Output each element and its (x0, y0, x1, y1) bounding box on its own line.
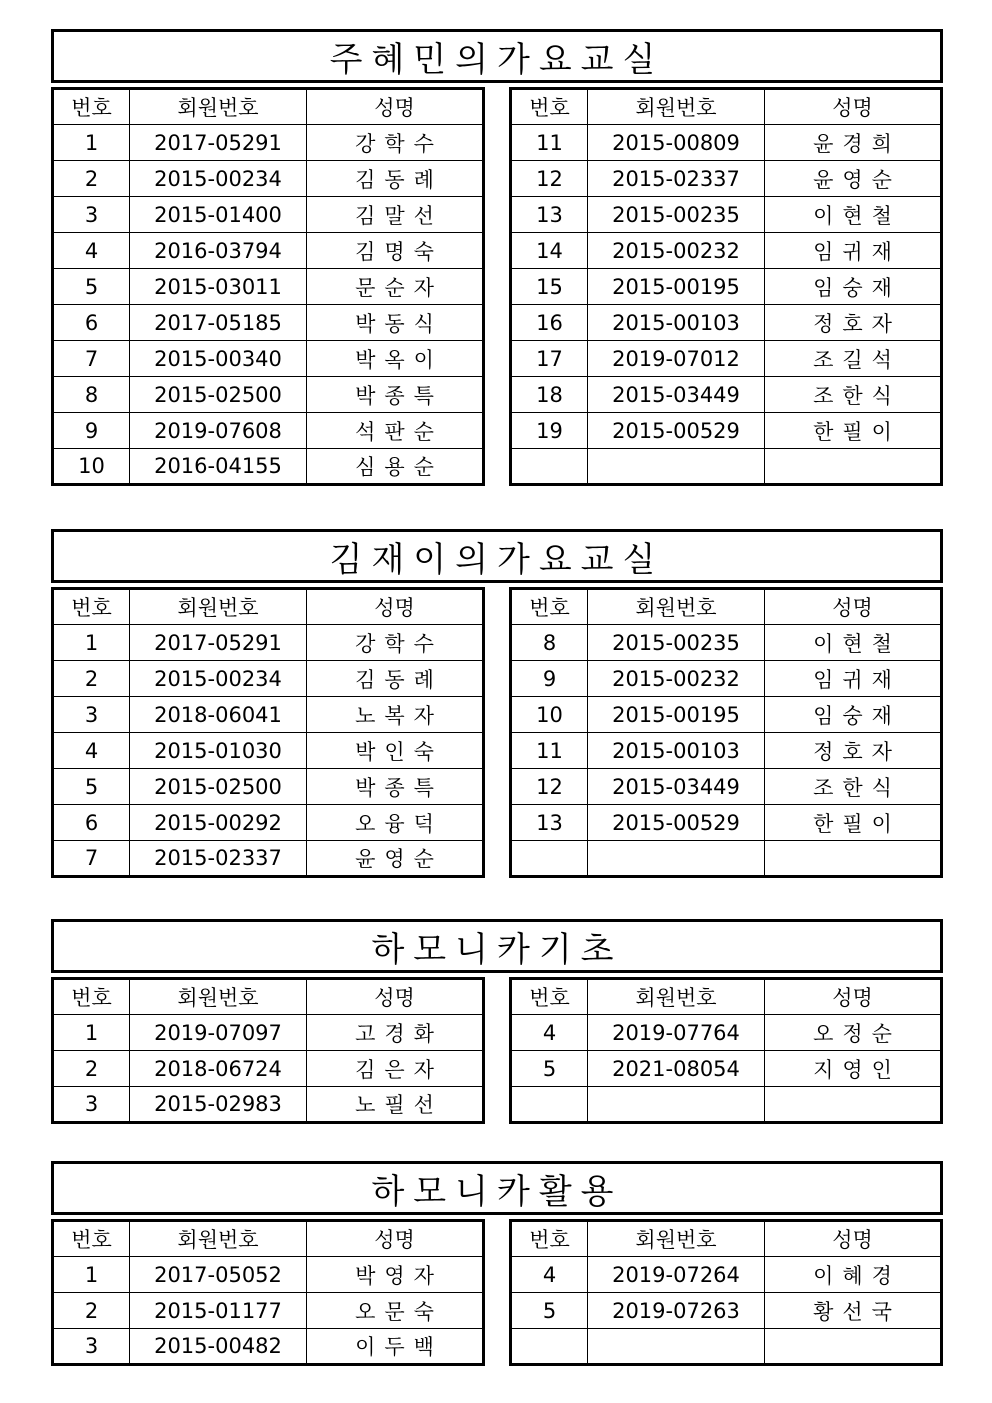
cell-no: 3 (53, 1087, 130, 1123)
cell-no: 13 (511, 197, 588, 233)
cell-no: 11 (511, 733, 588, 769)
cell-no: 8 (511, 625, 588, 661)
cell-member-id: 2015-03011 (130, 269, 307, 305)
cell-no: 3 (53, 1329, 130, 1365)
cell-member-id: 2019-07012 (588, 341, 765, 377)
cell-member-id: 2017-05052 (130, 1257, 307, 1293)
cell-member-id: 2015-02500 (130, 377, 307, 413)
header-name: 성명 (765, 589, 942, 625)
header-no: 번호 (53, 89, 130, 125)
header-row (511, 589, 942, 625)
cell-name: 한필이 (765, 805, 942, 841)
header-name: 성명 (765, 89, 942, 125)
table-row (53, 341, 484, 377)
table-row (511, 769, 942, 805)
roster-table-right (509, 587, 943, 878)
table-row (53, 125, 484, 161)
cell-name: 박영자 (307, 1257, 484, 1293)
header-row (53, 89, 484, 125)
table-row (53, 1293, 484, 1329)
header-member-id: 회원번호 (130, 89, 307, 125)
table-row (511, 697, 942, 733)
header-row (53, 979, 484, 1015)
cell-member-id: 2021-08054 (588, 1051, 765, 1087)
header-name: 성명 (307, 89, 484, 125)
table-row (53, 197, 484, 233)
header-member-id: 회원번호 (130, 979, 307, 1015)
cell-no: 2 (53, 661, 130, 697)
cell-no: 12 (511, 769, 588, 805)
cell-name: 오융덕 (307, 805, 484, 841)
cell-name: 지영인 (765, 1051, 942, 1087)
cell-member-id: 2015-00234 (130, 161, 307, 197)
cell-name: 윤영순 (307, 841, 484, 877)
cell-no (511, 1329, 588, 1365)
table-row (511, 341, 942, 377)
cell-no: 15 (511, 269, 588, 305)
cell-name: 김말선 (307, 197, 484, 233)
table-row (53, 377, 484, 413)
cell-no: 6 (53, 305, 130, 341)
header-name: 성명 (765, 1221, 942, 1257)
cell-name: 한필이 (765, 413, 942, 449)
cell-name: 노필선 (307, 1087, 484, 1123)
roster-table-right (509, 977, 943, 1124)
cell-no: 9 (53, 413, 130, 449)
cell-member-id: 2015-00482 (130, 1329, 307, 1365)
cell-member-id (588, 1087, 765, 1123)
cell-name: 오정순 (765, 1015, 942, 1051)
cell-member-id: 2015-00340 (130, 341, 307, 377)
cell-no: 3 (53, 197, 130, 233)
cell-name: 박인숙 (307, 733, 484, 769)
cell-member-id: 2015-01177 (130, 1293, 307, 1329)
cell-name: 고경화 (307, 1015, 484, 1051)
cell-member-id: 2015-03449 (588, 377, 765, 413)
roster-table-left (51, 977, 485, 1124)
header-member-id: 회원번호 (130, 589, 307, 625)
table-row (511, 805, 942, 841)
cell-name: 박종특 (307, 769, 484, 805)
header-member-id: 회원번호 (588, 89, 765, 125)
cell-member-id (588, 449, 765, 485)
table-row (53, 841, 484, 877)
table-row (53, 1257, 484, 1293)
table-row (53, 625, 484, 661)
cell-name: 윤영순 (765, 161, 942, 197)
cell-name: 오문숙 (307, 1293, 484, 1329)
table-row (511, 733, 942, 769)
cell-member-id: 2015-00195 (588, 269, 765, 305)
header-row (53, 589, 484, 625)
table-row (511, 233, 942, 269)
cell-member-id (588, 1329, 765, 1365)
table-row (53, 161, 484, 197)
cell-no: 1 (53, 625, 130, 661)
cell-member-id: 2015-02983 (130, 1087, 307, 1123)
cell-no: 7 (53, 841, 130, 877)
cell-name: 조한식 (765, 769, 942, 805)
cell-member-id: 2015-02337 (588, 161, 765, 197)
header-member-id: 회원번호 (588, 979, 765, 1015)
cell-name: 심용순 (307, 449, 484, 485)
cell-no: 4 (511, 1015, 588, 1051)
header-row (53, 1221, 484, 1257)
cell-name: 김동례 (307, 161, 484, 197)
cell-no: 4 (53, 733, 130, 769)
cell-no: 3 (53, 697, 130, 733)
header-name: 성명 (307, 979, 484, 1015)
cell-member-id: 2018-06041 (130, 697, 307, 733)
cell-name: 문순자 (307, 269, 484, 305)
cell-member-id: 2019-07264 (588, 1257, 765, 1293)
roster-table-right (509, 1219, 943, 1366)
table-row (53, 449, 484, 485)
cell-no: 1 (53, 125, 130, 161)
cell-member-id: 2015-00234 (130, 661, 307, 697)
cell-no: 13 (511, 805, 588, 841)
table-row (53, 805, 484, 841)
cell-no: 4 (511, 1257, 588, 1293)
cell-name: 이혜경 (765, 1257, 942, 1293)
cell-name: 강학수 (307, 125, 484, 161)
cell-no: 6 (53, 805, 130, 841)
table-row (511, 197, 942, 233)
cell-member-id: 2015-01400 (130, 197, 307, 233)
cell-member-id: 2015-01030 (130, 733, 307, 769)
roster-table-left (51, 87, 485, 486)
header-name: 성명 (765, 979, 942, 1015)
cell-member-id: 2015-00103 (588, 305, 765, 341)
cell-member-id: 2018-06724 (130, 1051, 307, 1087)
table-row (53, 733, 484, 769)
header-no: 번호 (511, 89, 588, 125)
empty-row (511, 1329, 942, 1365)
cell-no: 9 (511, 661, 588, 697)
cell-member-id: 2015-03449 (588, 769, 765, 805)
table-row (511, 625, 942, 661)
cell-no: 1 (53, 1015, 130, 1051)
cell-name: 임숭재 (765, 697, 942, 733)
table-row (53, 1015, 484, 1051)
cell-name: 임귀재 (765, 661, 942, 697)
cell-no: 5 (511, 1051, 588, 1087)
class-title: 하모니카기초 (51, 919, 943, 973)
table-row (53, 233, 484, 269)
roster-table-left (51, 587, 485, 878)
cell-name (765, 1087, 942, 1123)
header-no: 번호 (511, 979, 588, 1015)
table-row (511, 305, 942, 341)
class-title: 하모니카활용 (51, 1161, 943, 1215)
cell-member-id: 2015-00529 (588, 413, 765, 449)
header-no: 번호 (53, 589, 130, 625)
cell-name: 정호자 (765, 305, 942, 341)
cell-name: 윤경희 (765, 125, 942, 161)
table-row (53, 769, 484, 805)
header-member-id: 회원번호 (588, 589, 765, 625)
cell-no: 2 (53, 161, 130, 197)
table-row (53, 305, 484, 341)
cell-name: 이현철 (765, 625, 942, 661)
cell-member-id: 2017-05291 (130, 125, 307, 161)
class-title: 주혜민의가요교실 (51, 29, 943, 83)
cell-no: 10 (511, 697, 588, 733)
empty-row (511, 1087, 942, 1123)
cell-no: 1 (53, 1257, 130, 1293)
cell-member-id (588, 841, 765, 877)
cell-member-id: 2017-05291 (130, 625, 307, 661)
cell-member-id: 2015-00809 (588, 125, 765, 161)
cell-member-id: 2019-07263 (588, 1293, 765, 1329)
header-member-id: 회원번호 (588, 1221, 765, 1257)
empty-row (511, 449, 942, 485)
table-row (511, 661, 942, 697)
empty-row (511, 841, 942, 877)
cell-member-id: 2015-00235 (588, 625, 765, 661)
header-name: 성명 (307, 1221, 484, 1257)
cell-name: 이두백 (307, 1329, 484, 1365)
cell-member-id: 2015-00292 (130, 805, 307, 841)
cell-name: 조한식 (765, 377, 942, 413)
cell-name: 박종특 (307, 377, 484, 413)
cell-member-id: 2016-03794 (130, 233, 307, 269)
cell-name: 강학수 (307, 625, 484, 661)
cell-name: 김은자 (307, 1051, 484, 1087)
table-row (53, 697, 484, 733)
cell-name: 임숭재 (765, 269, 942, 305)
header-row (511, 89, 942, 125)
header-row (511, 979, 942, 1015)
cell-name: 김명숙 (307, 233, 484, 269)
cell-no: 10 (53, 449, 130, 485)
cell-no: 16 (511, 305, 588, 341)
cell-member-id: 2019-07608 (130, 413, 307, 449)
cell-member-id: 2015-02500 (130, 769, 307, 805)
cell-no: 7 (53, 341, 130, 377)
cell-member-id: 2015-00529 (588, 805, 765, 841)
table-row (511, 1293, 942, 1329)
cell-no: 12 (511, 161, 588, 197)
table-row (511, 269, 942, 305)
cell-name (765, 449, 942, 485)
cell-member-id: 2017-05185 (130, 305, 307, 341)
cell-name: 황선국 (765, 1293, 942, 1329)
cell-no: 5 (511, 1293, 588, 1329)
cell-no: 11 (511, 125, 588, 161)
cell-no: 17 (511, 341, 588, 377)
table-row (53, 1087, 484, 1123)
header-no: 번호 (511, 589, 588, 625)
roster-table-left (51, 1219, 485, 1366)
cell-member-id: 2015-00232 (588, 661, 765, 697)
cell-name: 조길석 (765, 341, 942, 377)
cell-member-id: 2016-04155 (130, 449, 307, 485)
roster-table-right (509, 87, 943, 486)
cell-no: 14 (511, 233, 588, 269)
table-row (511, 1051, 942, 1087)
cell-no: 5 (53, 769, 130, 805)
cell-name: 노복자 (307, 697, 484, 733)
cell-no: 18 (511, 377, 588, 413)
cell-member-id: 2015-00235 (588, 197, 765, 233)
cell-name: 임귀재 (765, 233, 942, 269)
cell-no: 5 (53, 269, 130, 305)
cell-name: 박동식 (307, 305, 484, 341)
table-row (53, 1051, 484, 1087)
cell-name: 이현철 (765, 197, 942, 233)
header-no: 번호 (53, 1221, 130, 1257)
header-name: 성명 (307, 589, 484, 625)
cell-member-id: 2015-02337 (130, 841, 307, 877)
cell-name (765, 1329, 942, 1365)
table-row (53, 413, 484, 449)
class-title: 김재이의가요교실 (51, 529, 943, 583)
cell-no: 2 (53, 1293, 130, 1329)
cell-member-id: 2019-07097 (130, 1015, 307, 1051)
table-row (511, 161, 942, 197)
cell-member-id: 2015-00232 (588, 233, 765, 269)
table-row (511, 1257, 942, 1293)
cell-no: 8 (53, 377, 130, 413)
header-no: 번호 (53, 979, 130, 1015)
table-row (511, 413, 942, 449)
header-row (511, 1221, 942, 1257)
table-row (53, 269, 484, 305)
cell-no: 19 (511, 413, 588, 449)
cell-name: 석판순 (307, 413, 484, 449)
cell-no (511, 841, 588, 877)
table-row (511, 125, 942, 161)
cell-member-id: 2019-07764 (588, 1015, 765, 1051)
cell-member-id: 2015-00195 (588, 697, 765, 733)
table-row (53, 1329, 484, 1365)
header-member-id: 회원번호 (130, 1221, 307, 1257)
cell-no: 4 (53, 233, 130, 269)
cell-name (765, 841, 942, 877)
cell-no (511, 449, 588, 485)
header-no: 번호 (511, 1221, 588, 1257)
cell-no (511, 1087, 588, 1123)
cell-no: 2 (53, 1051, 130, 1087)
table-row (511, 377, 942, 413)
table-row (53, 661, 484, 697)
cell-name: 정호자 (765, 733, 942, 769)
cell-member-id: 2015-00103 (588, 733, 765, 769)
cell-name: 김동례 (307, 661, 484, 697)
table-row (511, 1015, 942, 1051)
cell-name: 박옥이 (307, 341, 484, 377)
